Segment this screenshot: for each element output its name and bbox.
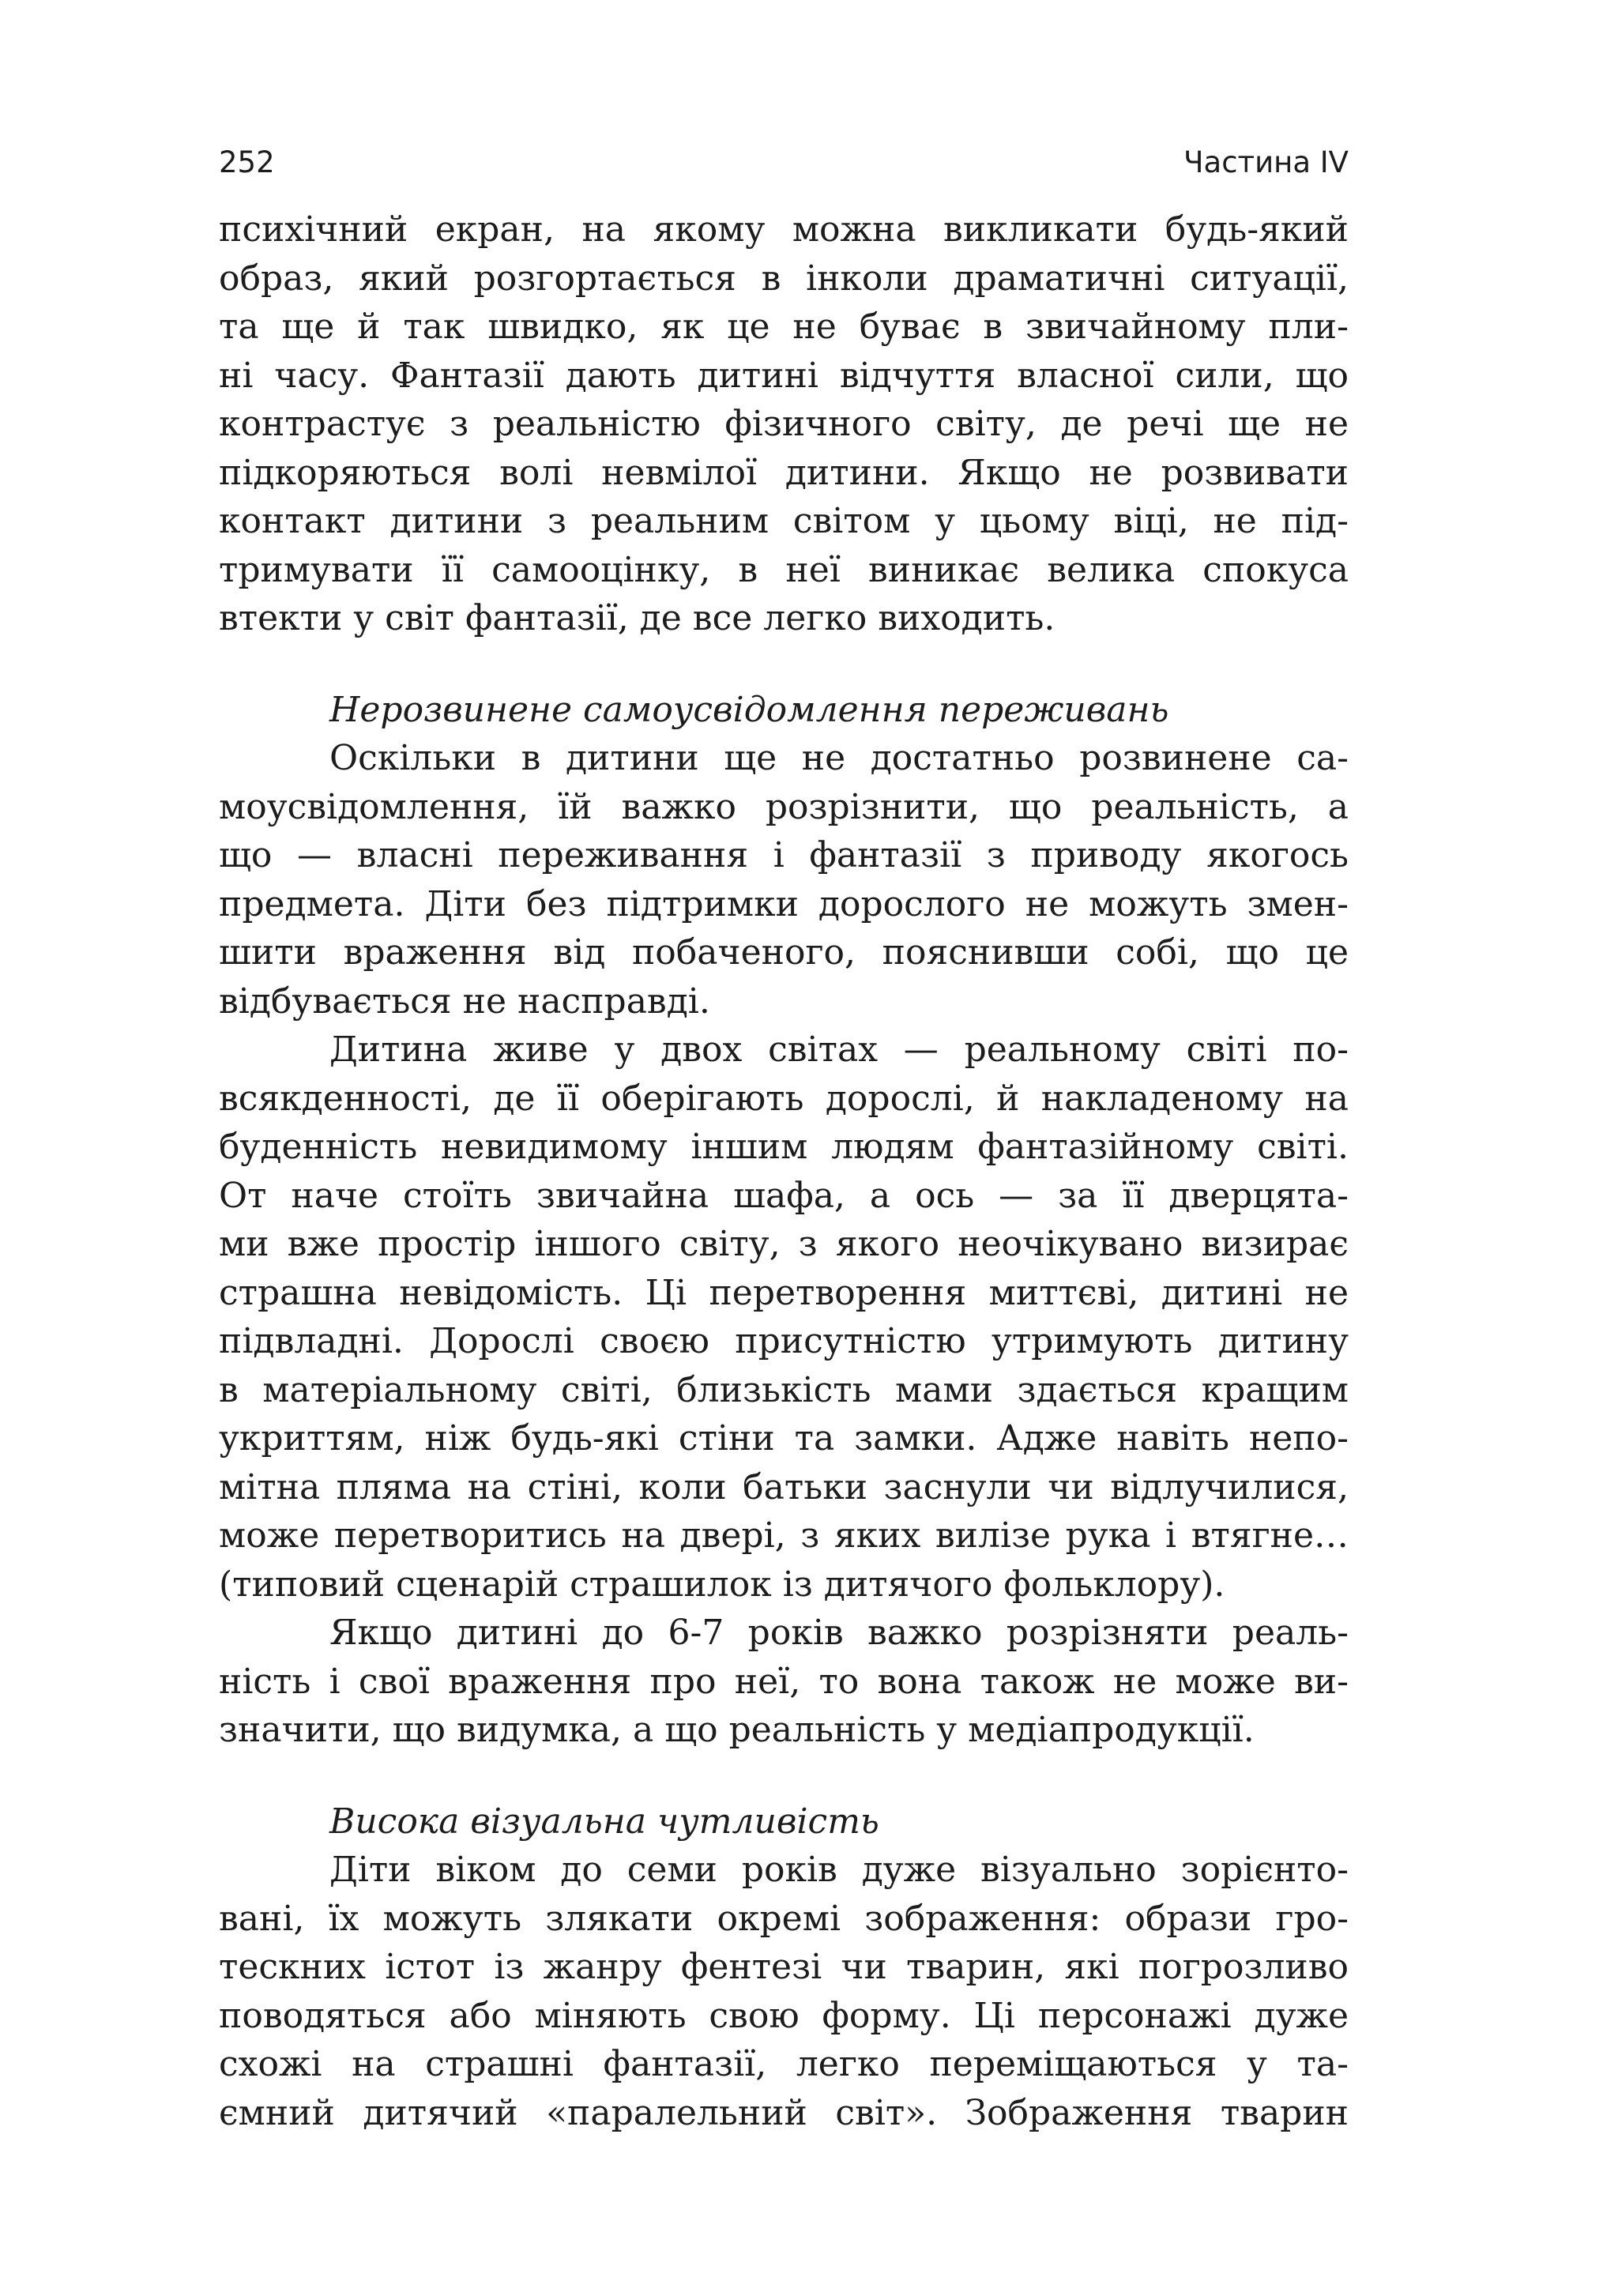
text-line: Дитина живе у двох світах — реальному світі по- <box>329 1029 1349 1070</box>
text-line: ємний дитячий «паралельний світ». Зображення тварин <box>219 2092 1349 2133</box>
part-title: Частина IV <box>1183 145 1349 179</box>
text-line: що — власні переживання і фантазії з приводу якогось <box>219 835 1349 875</box>
paragraph-2 <box>219 734 1349 1026</box>
text-line: вані, їх можуть злякати окремі зображення: образи гро- <box>219 1898 1349 1939</box>
paragraph-5 <box>219 1846 1349 2137</box>
text-line: відбувається не насправді. <box>219 981 710 1022</box>
text-line: ність і свої враження про неї, то вона також не може ви- <box>219 1661 1349 1702</box>
text-line: Оскільки в дитини ще не достатньо розвинене са- <box>329 738 1349 778</box>
paragraph-3 <box>219 1026 1349 1609</box>
text-line: Діти віком до семи років дуже візуально зорієнто- <box>329 1850 1349 1890</box>
text-line: контакт дитини з реальним світом у цьому віці, не під- <box>219 501 1349 541</box>
text-line: психічний екран, на якому можна викликати будь-який <box>219 209 1349 250</box>
text-line: моусвідомлення, їй важко розрізнити, що реальність, а <box>219 786 1349 827</box>
text-line: шити враження від побаченого, пояснивши собі, що це <box>219 932 1349 973</box>
text-line: в матеріальному світі, близькість мами здається кращим <box>219 1369 1349 1410</box>
text-line: (типовий сценарій страшилок із дитячого фольклору). <box>219 1564 1225 1605</box>
text-line: контрастує з реальністю фізичного світу, де речі ще не <box>219 404 1349 444</box>
body-text <box>219 205 1349 2137</box>
text-line: поводяться або міняють свою форму. Ці персонажі дуже <box>219 1995 1349 2036</box>
section-heading-1: Нерозвинене самоусвідомлення переживань <box>329 689 1169 730</box>
text-line: значити, що видумка, а що реальність у медіапродукції. <box>219 1710 1255 1750</box>
text-line: втекти у світ фантазії, де все легко виходить. <box>219 598 1055 638</box>
book-page <box>219 142 1349 2137</box>
text-line: буденність невидимому іншим людям фантазійному світі. <box>219 1127 1349 1167</box>
text-line: схожі на страшні фантазії, легко переміщаються у та- <box>219 2044 1349 2084</box>
text-line: всякденності, де її оберігають дорослі, й накладеному на <box>219 1078 1349 1119</box>
page-number: 252 <box>219 145 275 179</box>
text-line: укриттям, ніж будь-які стіни та замки. Адже навіть непо- <box>219 1418 1349 1459</box>
text-line: ні часу. Фантазії дають дитині відчуття власної сили, що <box>219 355 1349 396</box>
section-heading-2: Висока візуальна чутливість <box>329 1801 879 1842</box>
text-line: та ще й так швидко, як це не буває в звичайному пли- <box>219 307 1349 347</box>
text-line: От наче стоїть звичайна шафа, а ось — за її дверцята- <box>219 1175 1349 1216</box>
text-line: тескних істот із жанру фентезі чи тварин, які погрозливо <box>219 1947 1349 1987</box>
text-line: підкоряються волі невмілої дитини. Якщо не розвивати <box>219 452 1349 493</box>
text-line: образ, який розгортається в інколи драматичні ситуації, <box>219 258 1349 299</box>
text-line: ми вже простір іншого світу, з якого неочікувано визирає <box>219 1224 1349 1264</box>
text-line: підвладні. Дорослі своєю присутністю утримують дитину <box>219 1321 1349 1361</box>
paragraph-4 <box>219 1609 1349 1755</box>
text-line: може перетворитись на двері, з яких вилізе рука і втягне… <box>219 1515 1349 1556</box>
running-head <box>219 142 1349 183</box>
text-line: тримувати її самооцінку, в неї виникає велика спокуса <box>219 549 1349 590</box>
text-line: предмета. Діти без підтримки дорослого не можуть змен- <box>219 883 1349 924</box>
text-line: Якщо дитині до 6-7 років важко розрізняти реаль- <box>329 1613 1349 1653</box>
text-line: мітна пляма на стіні, коли батьки заснули чи відлучилися, <box>219 1466 1349 1507</box>
text-line: страшна невідомість. Ці перетворення миттєві, дитині не <box>219 1272 1349 1313</box>
paragraph-1 <box>219 205 1349 643</box>
